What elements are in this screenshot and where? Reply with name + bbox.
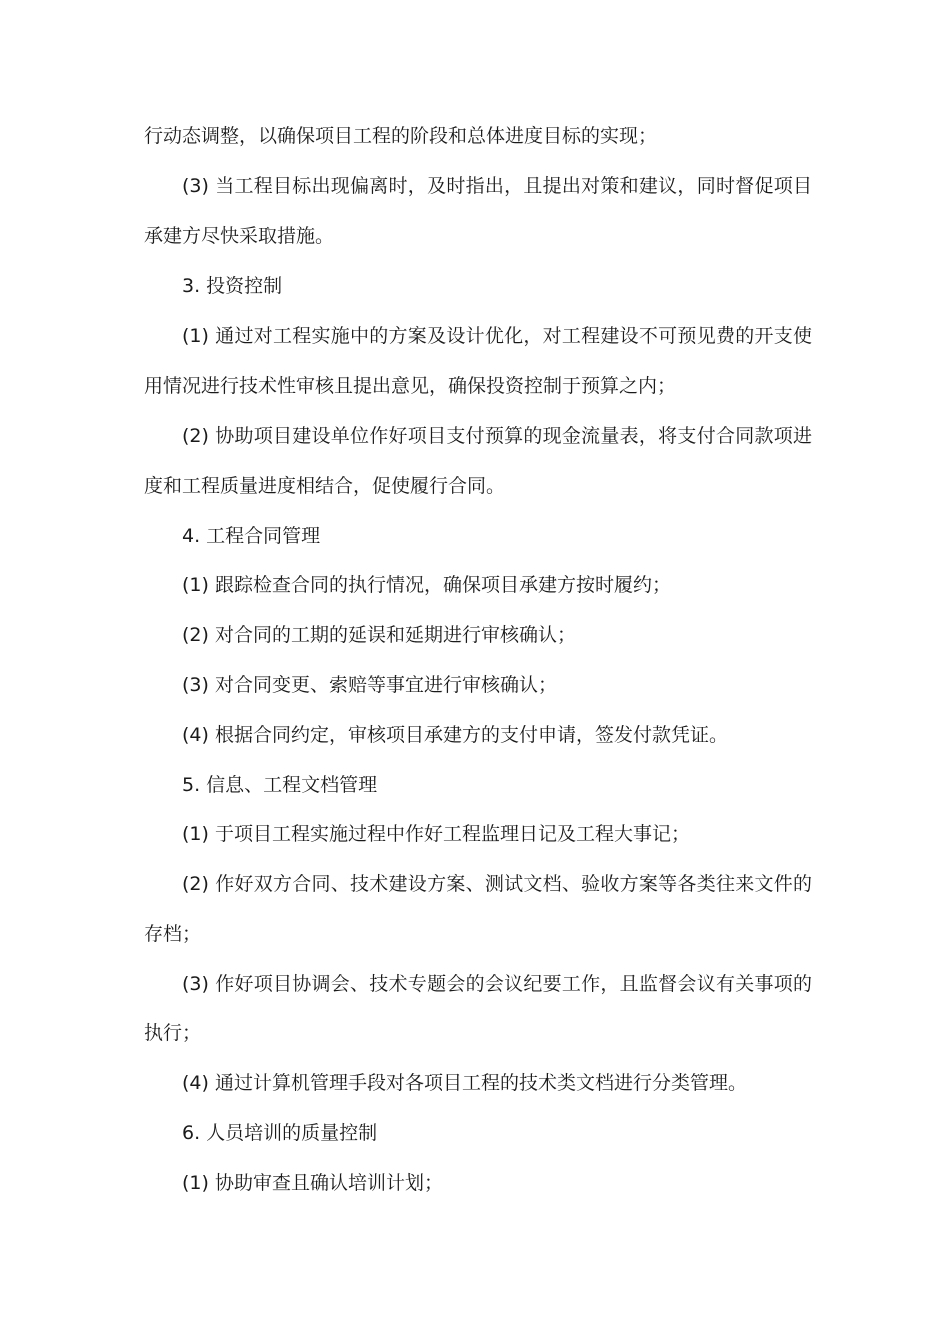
paragraph-line: 存档；	[144, 923, 202, 945]
paragraph-line: 执行；	[144, 1022, 202, 1044]
paragraph-line: (3) 对合同变更、索赔等事宜进行审核确认；	[182, 674, 557, 696]
paragraph-line: (3) 作好项目协调会、技术专题会的会议纪要工作，且监督会议有关事项的	[182, 973, 812, 995]
paragraph-line: (4) 根据合同约定，审核项目承建方的支付申请，签发付款凭证。	[182, 724, 728, 746]
section-heading: 5. 信息、工程文档管理	[182, 774, 378, 796]
paragraph-line: 用情况进行技术性审核且提出意见，确保投资控制于预算之内；	[144, 375, 677, 397]
paragraph-line: 行动态调整，以确保项目工程的阶段和总体进度目标的实现；	[144, 125, 658, 147]
paragraph-line: (1) 通过对工程实施中的方案及设计优化，对工程建设不可预见费的开支使	[182, 325, 812, 347]
paragraph-line: (2) 协助项目建设单位作好项目支付预算的现金流量表，将支付合同款项进	[182, 425, 812, 447]
paragraph-line: (3) 当工程目标出现偏离时，及时指出，且提出对策和建议，同时督促项目	[182, 175, 812, 197]
paragraph-line: 承建方尽快采取措施。	[144, 225, 335, 247]
paragraph-line: (1) 跟踪检查合同的执行情况，确保项目承建方按时履约；	[182, 574, 671, 596]
paragraph-line: (4) 通过计算机管理手段对各项目工程的技术类文档进行分类管理。	[182, 1072, 747, 1094]
paragraph-line: (2) 对合同的工期的延误和延期进行审核确认；	[182, 624, 576, 646]
paragraph-line: (1) 于项目工程实施过程中作好工程监理日记及工程大事记；	[182, 823, 690, 845]
section-heading: 3. 投资控制	[182, 275, 283, 297]
section-heading: 6. 人员培训的质量控制	[182, 1122, 378, 1144]
section-heading: 4. 工程合同管理	[182, 525, 321, 547]
paragraph-line: (2) 作好双方合同、技术建设方案、测试文档、验收方案等各类往来文件的	[182, 873, 812, 895]
paragraph-line: 度和工程质量进度相结合，促使履行合同。	[144, 475, 506, 497]
paragraph-line: (1) 协助审查且确认培训计划；	[182, 1172, 443, 1194]
